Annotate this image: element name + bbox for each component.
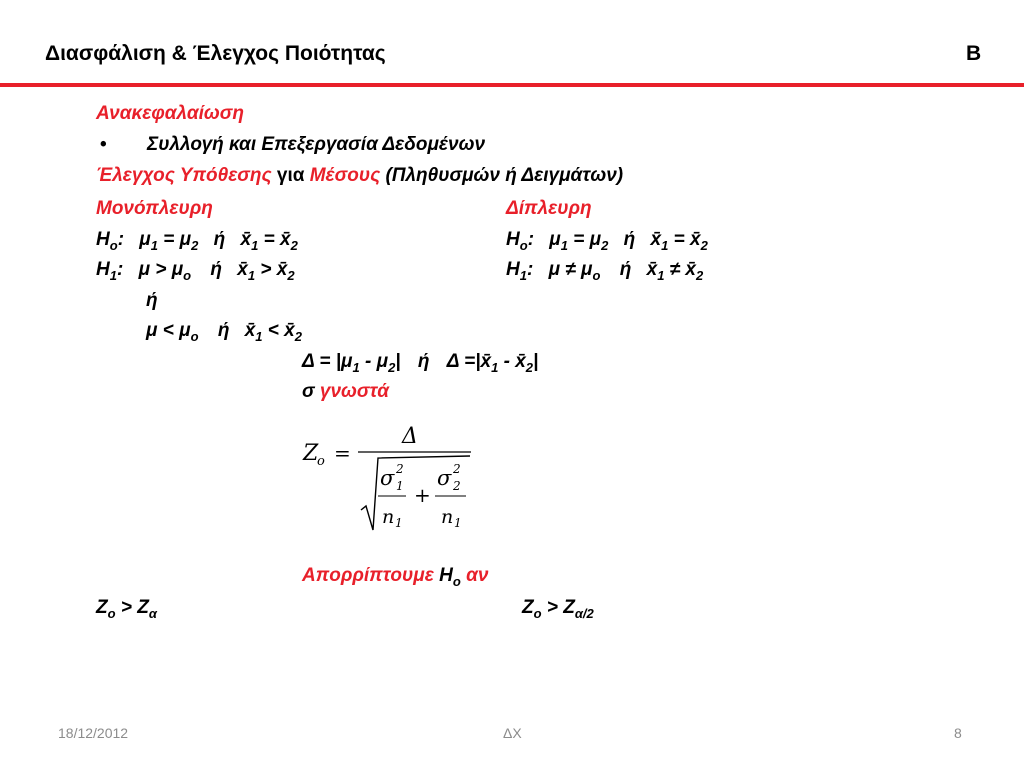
formula-sigma2-sub: 2 bbox=[453, 479, 461, 493]
or-standalone: ή bbox=[146, 290, 158, 311]
reject-two-sided bbox=[522, 597, 594, 619]
formula-sigma1: σ bbox=[380, 466, 395, 490]
h0-colon: : bbox=[117, 229, 125, 250]
reject-h: Η bbox=[439, 565, 453, 586]
h0-colon-2: : bbox=[527, 229, 535, 250]
h0-two-sided: $H_o$: $\mu_1 = \mu_2$ ή $x̄_1$ = $x̄_2$ bbox=[506, 229, 708, 253]
or-word-5: ή bbox=[217, 320, 230, 341]
formula-sigma2: σ bbox=[437, 466, 452, 490]
h1-two-sided: $H_1$: $\mu \ne \mu_o$ ή $x̄_1$ ≠ $x̄_2$ bbox=[506, 259, 704, 283]
sigma-known-word: γνωστά bbox=[319, 381, 390, 402]
formula-n2: n bbox=[441, 506, 454, 528]
test-heading-part2: για bbox=[271, 165, 310, 186]
one-sided-label: Μονόπλευρη bbox=[96, 198, 213, 219]
z-two-letter: Z bbox=[522, 597, 534, 618]
footer-date: 18/12/2012 bbox=[58, 725, 129, 741]
section-letter: Β bbox=[966, 42, 982, 65]
two-sided-label: Δίπλευρη bbox=[506, 198, 592, 219]
reject-word: Απορρίπτουμε bbox=[302, 565, 434, 586]
h0-sub-2: ο bbox=[519, 237, 528, 253]
h1-sub-2: 1 bbox=[519, 267, 527, 283]
z-one-alpha: α bbox=[148, 605, 157, 621]
reject-one-sided bbox=[96, 597, 157, 619]
z-one-sub: o bbox=[107, 605, 116, 621]
formula-plus: + bbox=[414, 483, 431, 507]
formula-z: Z bbox=[303, 441, 319, 466]
footer-author: ΔΧ bbox=[503, 725, 522, 741]
z-two-mid: > Z bbox=[541, 597, 575, 618]
or-word-6: ή bbox=[417, 351, 430, 372]
or-word-2: ή bbox=[623, 229, 636, 250]
bullet-marker: • bbox=[100, 134, 107, 155]
or-word-4: ή bbox=[619, 259, 632, 280]
sigma-known bbox=[302, 381, 389, 403]
test-heading bbox=[96, 165, 623, 187]
z-two-alpha: α/2 bbox=[574, 605, 594, 621]
sigma-symbol: σ bbox=[302, 381, 320, 402]
formula-sigma1-sub: 1 bbox=[396, 479, 404, 493]
h1-one-sided: $H_1$: $\mu > \mu_o$ ή $x̄_1$ > $x̄_2$ bbox=[96, 259, 295, 283]
test-heading-part3: Μέσους bbox=[309, 165, 381, 186]
test-heading-part4: (Πληθυσμών ή Δειγμάτων) bbox=[380, 165, 624, 186]
h0-letter-2: Η bbox=[506, 229, 520, 250]
reject-h-sub: ο bbox=[452, 573, 461, 589]
slide-title: Διασφάλιση & Έλεγχος Ποιότητας bbox=[45, 42, 386, 65]
bullet-text: Συλλογή και Επεξεργασία Δεδομένων bbox=[147, 134, 486, 155]
formula-sigma1-pow: 2 bbox=[396, 462, 404, 476]
formula-delta: Δ bbox=[402, 424, 418, 449]
z-statistic-formula bbox=[298, 420, 478, 540]
formula-n1: n bbox=[382, 506, 395, 528]
or-word-3: ή bbox=[210, 259, 222, 280]
recap-heading: Ανακεφαλαίωση bbox=[96, 103, 244, 124]
h0-letter: Η bbox=[96, 229, 110, 250]
h1-sub: 1 bbox=[109, 267, 117, 283]
formula-sigma2-pow: 2 bbox=[453, 462, 461, 476]
h1-letter: Η bbox=[96, 259, 110, 280]
h0-one-sided: $H_o$: $\mu_1 = \mu_2$ ή $x̄_1$ = $x̄_2$ bbox=[96, 229, 298, 253]
z-one-letter: Z bbox=[96, 597, 108, 618]
formula-z-sub: o bbox=[317, 454, 325, 469]
or-word: ή bbox=[213, 229, 226, 250]
footer-page-number: 8 bbox=[954, 725, 962, 741]
h1-letter-2: Η bbox=[506, 259, 520, 280]
h0-sub: ο bbox=[109, 237, 118, 253]
z-one-mid: > Z bbox=[115, 597, 149, 618]
formula-n1-sub: 1 bbox=[395, 516, 403, 530]
h1-alternative: $\mu < \mu_o$ ή $x̄_1$ < $x̄_2$ bbox=[146, 320, 302, 344]
formula-equals: = bbox=[334, 441, 351, 465]
delta-definition: $\Delta = |\mu_1 - \mu_2|$ ή $\Delta =|x̄_1$ - $x̄_2|$ bbox=[302, 351, 539, 375]
header-divider bbox=[0, 83, 1024, 87]
formula-n2-sub: 1 bbox=[454, 516, 462, 530]
reject-if: αν bbox=[466, 565, 489, 586]
z-two-sub: o bbox=[533, 605, 542, 621]
reject-rule bbox=[302, 565, 488, 587]
test-heading-part1: Έλεγχος Υπόθεσης bbox=[96, 165, 272, 186]
